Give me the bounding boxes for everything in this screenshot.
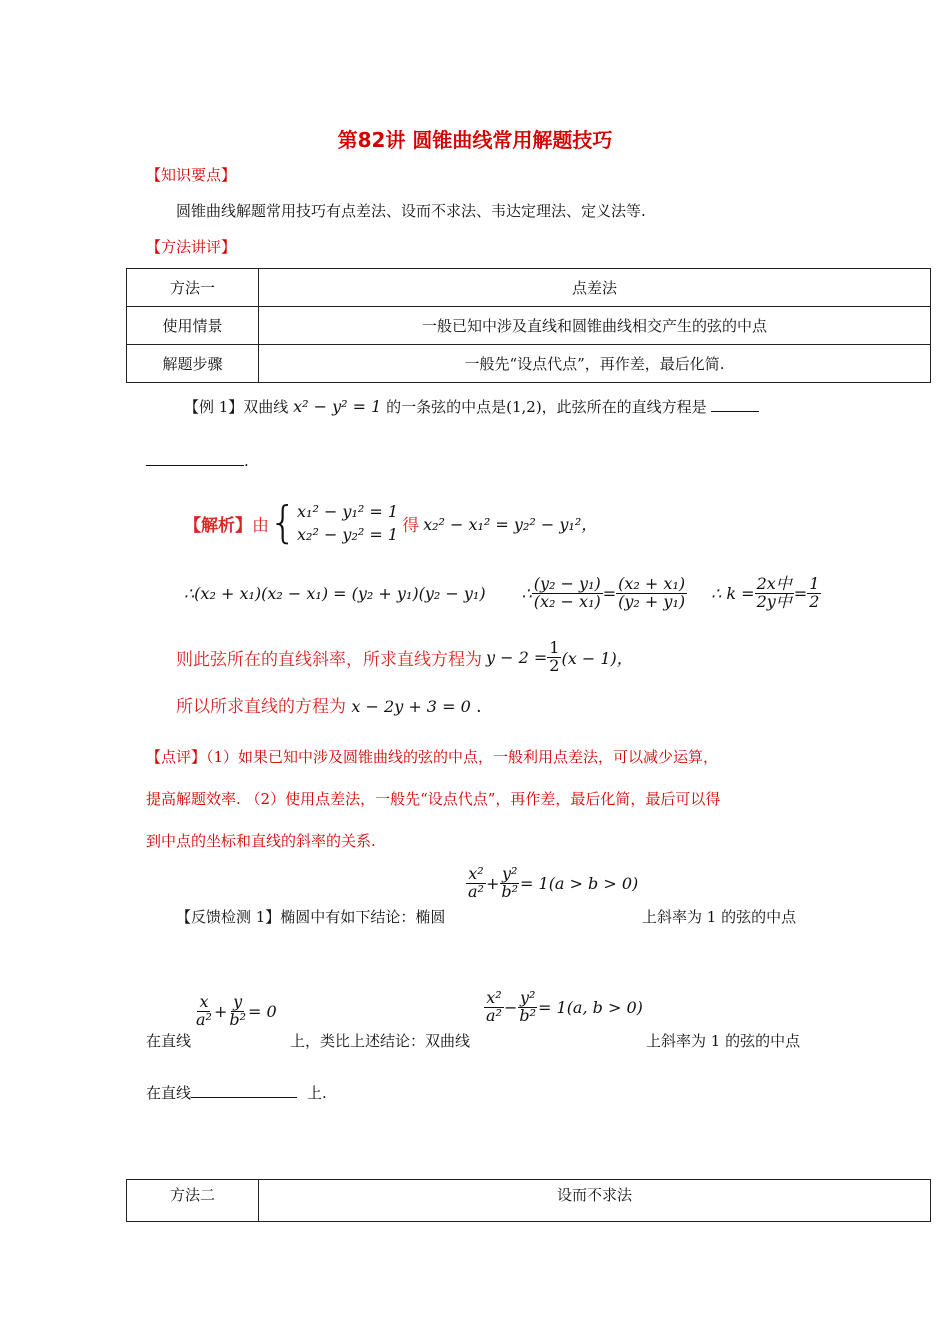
- solution-line-4: [176, 692, 482, 717]
- plus-sign: +: [213, 1001, 228, 1021]
- solution-you: 由: [252, 515, 269, 536]
- comment-line-2: 提高解题效率. （2）使用点差法，一般先“设点代点”，再作差，最后化简，最后可以得: [146, 790, 721, 808]
- method-two-label: 方法二: [127, 1180, 259, 1222]
- steps-value: 一般先“设点代点”，再作差，最后化简.: [259, 345, 931, 383]
- fraction-numerator: x²: [468, 864, 484, 883]
- usage-label: 使用情景: [127, 307, 259, 345]
- example-1-answer-blank[interactable]: [711, 411, 759, 412]
- method-two-value: 设而不求法: [259, 1180, 931, 1222]
- fraction-numerator: x: [199, 992, 209, 1011]
- fraction-denominator: 2: [549, 655, 560, 675]
- equals-sign: =: [793, 583, 808, 603]
- feedback-1-after-ellipse: 上斜率为 1 的弦的中点: [642, 908, 797, 926]
- fraction-denominator: a²: [486, 1005, 502, 1025]
- fraction-denominator: 2y中: [756, 591, 792, 611]
- midpoint-line-equation: [194, 994, 277, 1029]
- fraction-y2-b2: [517, 990, 538, 1025]
- fraction-denominator: (y₂ + y₁): [618, 591, 686, 611]
- hyperbola-rhs: = 1(a, b > 0): [538, 997, 643, 1017]
- example-1: [184, 396, 759, 417]
- feedback-1-prefix: 【反馈检测 1】椭圆中有如下结论：椭圆: [176, 908, 446, 926]
- example-1-suffix: 的一条弦的中点是(1,2)，此弦所在的直线方程是: [386, 398, 707, 416]
- method-two-table: [126, 1179, 931, 1222]
- fraction-numerator: x²: [486, 988, 502, 1007]
- line-equation-rhs: (x − 1)，: [561, 648, 633, 668]
- method-one-value: 点差法: [259, 269, 931, 307]
- therefore-symbol: ∴: [521, 583, 532, 603]
- fraction-denominator: 2: [809, 591, 820, 611]
- minus-sign: −: [503, 997, 518, 1017]
- fraction-numerator: y²: [501, 864, 518, 883]
- example-1-end: .: [244, 452, 249, 470]
- fraction-denominator: b²: [501, 881, 519, 901]
- fraction-numerator: y²: [519, 988, 536, 1007]
- fraction-x-a2: [194, 994, 214, 1029]
- table-row: [127, 269, 931, 307]
- fraction-slope-rhs: [616, 573, 687, 611]
- example-1-answer-blank-2[interactable]: [146, 465, 244, 466]
- ellipse-equation: [466, 866, 638, 901]
- final-period: .: [476, 697, 482, 717]
- feedback-line-3: [146, 1082, 327, 1103]
- table-row: [127, 345, 931, 383]
- solution-expand-eq: ∴(x₂ + x₁)(x₂ − x₁) = (y₂ + y₁)(y₂ − y₁): [184, 583, 486, 603]
- fraction-half: [807, 573, 821, 611]
- solution-tag: 【解析】: [184, 515, 252, 536]
- fraction-x2-a2: [466, 866, 486, 901]
- solution-de: 得: [402, 515, 420, 536]
- solution-de-eq: x₂² − x₁² = y₂² − y₁²，: [423, 514, 598, 534]
- feedback-line-3-prefix: 在直线: [146, 1084, 192, 1102]
- section-method-heading: 【方法讲评】: [146, 238, 237, 256]
- solution-line-3-text: 则此弦所在的直线斜率，所求直线方程为: [176, 649, 482, 670]
- page-title: 第82讲 圆锥曲线常用解题技巧: [337, 128, 613, 152]
- comment-line-3: 到中点的坐标和直线的斜率的关系.: [146, 832, 376, 850]
- feedback-line-2-suffix: 上斜率为 1 的弦的中点: [646, 1032, 801, 1050]
- steps-label: 解题步骤: [127, 345, 259, 383]
- fraction-denominator: a²: [468, 881, 484, 901]
- fraction-x2-a2: [484, 990, 504, 1025]
- solution-line-3: [176, 634, 633, 680]
- fraction-numerator: (x₂ + x₁): [618, 573, 686, 593]
- equation-system: [297, 500, 398, 546]
- fraction-midpoint: [755, 573, 794, 611]
- section-knowledge-heading: 【知识要点】: [146, 166, 237, 184]
- equals-sign: =: [602, 583, 617, 603]
- solution-line-1: [184, 494, 597, 552]
- line-rhs: = 0: [248, 1001, 277, 1021]
- knowledge-text: 圆锥曲线解题常用技巧有点差法、设而不求法、韦达定理法、定义法等.: [176, 202, 646, 220]
- method-one-label: 方法一: [127, 269, 259, 307]
- fraction-denominator: (x₂ − x₁): [533, 591, 601, 611]
- final-line-equation: x − 2y + 3 = 0: [351, 697, 471, 716]
- usage-value: 一般已知中涉及直线和圆锥曲线相交产生的弦的中点: [259, 307, 931, 345]
- feedback-answer-blank[interactable]: [191, 1097, 297, 1098]
- fraction-numerator: 1: [809, 573, 820, 593]
- feedback-line-2-mid: 上，类比上述结论：双曲线: [290, 1032, 471, 1050]
- left-brace: {: [269, 497, 297, 548]
- fraction-numerator: 1: [549, 637, 560, 657]
- line-equation-lhs: y − 2 =: [486, 647, 548, 667]
- example-1-prefix: 【例 1】双曲线: [184, 398, 289, 416]
- slope-k-label: ∴ k =: [711, 583, 755, 603]
- fraction-denominator: b²: [519, 1005, 537, 1025]
- fraction-slope-lhs: [532, 573, 603, 611]
- feedback-line-2-prefix: 在直线: [146, 1032, 192, 1050]
- table-row: [127, 1180, 931, 1222]
- solution-line-2: [184, 570, 821, 616]
- ellipse-rhs: = 1(a > b > 0): [520, 873, 639, 893]
- table-row: [127, 307, 931, 345]
- system-eq-1: x₁² − y₁² = 1: [297, 501, 399, 521]
- system-eq-2: x₂² − y₂² = 1: [297, 525, 399, 544]
- example-1-blank-line: [146, 452, 249, 470]
- plus-sign: +: [485, 873, 500, 893]
- fraction-y-b2: [227, 994, 248, 1029]
- comment-line-1: 【点评】（1）如果已知中涉及圆锥曲线的弦的中点，一般利用点差法，可以减少运算，: [146, 748, 719, 766]
- fraction-one-half: [547, 637, 561, 675]
- fraction-y2-b2: [499, 866, 520, 901]
- feedback-line-3-suffix: 上.: [307, 1084, 327, 1102]
- fraction-numerator: 2x中: [756, 573, 792, 593]
- fraction-denominator: a²: [196, 1009, 212, 1029]
- solution-line-4-text: 所以所求直线的方程为: [176, 697, 346, 717]
- method-one-table: [126, 268, 931, 383]
- fraction-numerator: (y₂ − y₁): [533, 573, 601, 593]
- fraction-numerator: y: [233, 992, 243, 1011]
- fraction-denominator: b²: [229, 1009, 247, 1029]
- example-1-equation: x² − y² = 1: [293, 397, 382, 416]
- hyperbola-equation: [484, 990, 643, 1025]
